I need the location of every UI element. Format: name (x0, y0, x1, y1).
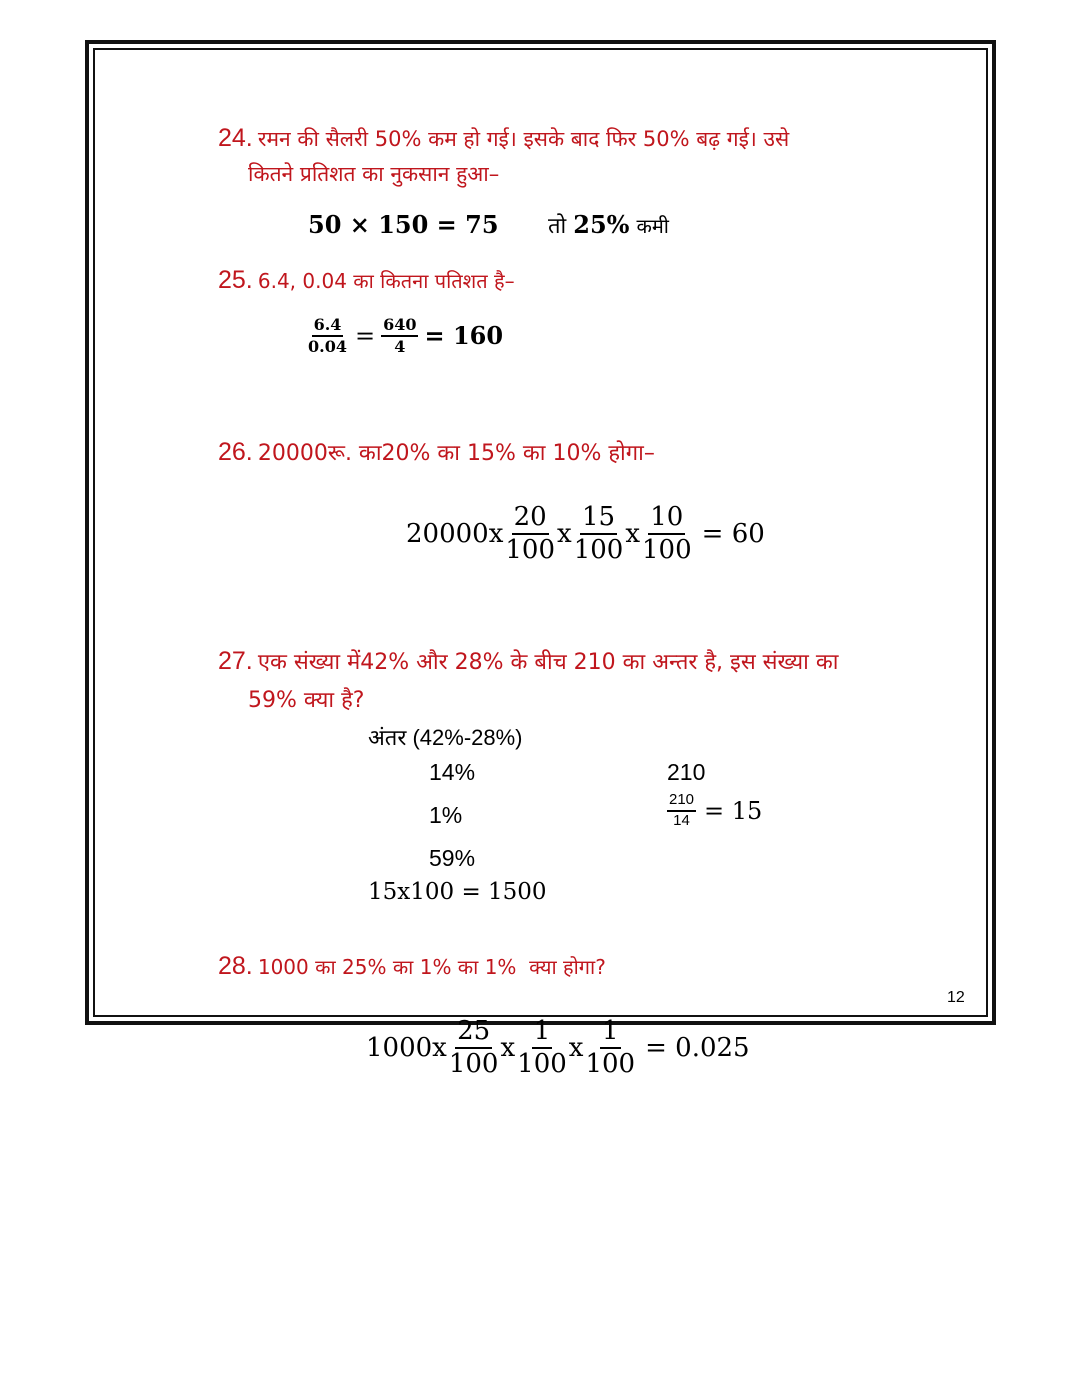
fraction-denominator: 100 (505, 534, 556, 565)
fraction-denominator: 100 (573, 534, 624, 565)
q27-final: 15x100 = 1500 (368, 879, 547, 905)
q28-calculation (366, 1017, 750, 1078)
times-sign: x (568, 1032, 584, 1063)
fraction-numerator: 6.4 (312, 316, 344, 337)
question-text: 1000 का 25% का 1% का 1% क्या होगा? (257, 955, 606, 979)
q27-row1-left: 14% (429, 759, 476, 785)
page-number: 12 (947, 989, 965, 1006)
fraction-denominator: 0.04 (308, 336, 347, 356)
fraction-numerator: 15 (580, 503, 617, 535)
q25-fraction-1 (306, 316, 349, 355)
q26-fraction-1 (503, 503, 557, 564)
question-number: 26. (218, 438, 253, 466)
question-27 (218, 646, 838, 676)
q26-calculation (406, 503, 765, 564)
q24-calculation: 50 × 150 = 75 (308, 210, 499, 239)
fraction-denominator: 100 (448, 1048, 499, 1079)
q28-fraction-2 (515, 1017, 569, 1078)
fraction-numerator: 640 (381, 316, 418, 337)
question-number: 28. (218, 952, 253, 980)
q27-row1-right: 210 (667, 759, 706, 785)
q26-fraction-2 (572, 503, 626, 564)
times-sign: x (557, 518, 572, 549)
fraction-numerator: 1 (600, 1017, 621, 1049)
equals-sign: = (354, 321, 376, 350)
question-25 (218, 266, 515, 295)
question-26 (218, 437, 655, 467)
question-24-line2: कितने प्रतिशत का नुकसान हुआ– (248, 162, 500, 186)
question-number: 24. (218, 124, 253, 152)
q27-difference-label: अंतर (42%-28%) (368, 725, 523, 750)
times-sign: x (500, 1032, 516, 1063)
q24-answer-value: 25% (573, 210, 630, 239)
q26-fraction-3 (640, 503, 694, 564)
q27-row2-left: 1% (429, 802, 463, 828)
fraction-denominator: 100 (585, 1048, 636, 1079)
q24-answer (548, 210, 669, 240)
q24-answer-prefix: तो (548, 214, 567, 239)
q25-result: = 160 (424, 321, 504, 351)
question-number: 25. (218, 266, 253, 294)
q28-result: = 0.025 (645, 1032, 750, 1063)
q26-lead: 20000x (406, 518, 504, 549)
fraction-numerator: 25 (455, 1017, 492, 1049)
q27-fraction (667, 792, 696, 829)
q27-row3-left: 59% (429, 845, 476, 871)
fraction-denominator: 14 (673, 811, 690, 829)
question-number: 27. (218, 647, 253, 675)
fraction-denominator: 4 (394, 336, 406, 356)
q27-row2-right (667, 792, 762, 829)
q27-row2-result: = 15 (704, 796, 763, 825)
fraction-numerator: 10 (648, 503, 685, 535)
question-text-line1: एक संख्या में42% और 28% के बीच 210 का अन्तर है, इस संख्या का (257, 650, 839, 675)
fraction-numerator: 210 (667, 792, 696, 812)
q28-fraction-1 (447, 1017, 501, 1078)
q26-result: = 60 (701, 518, 765, 549)
question-text: 6.4, 0.04 का कितना पतिशत है– (257, 269, 515, 293)
times-sign: x (625, 518, 640, 549)
question-24 (218, 124, 789, 153)
question-text: 20000रू. का20% का 15% का 10% होगा– (257, 441, 655, 466)
q25-fraction-2 (381, 316, 418, 355)
fraction-numerator: 20 (512, 503, 549, 535)
fraction-denominator: 100 (517, 1048, 567, 1079)
q24-answer-suffix: कमी (636, 214, 669, 238)
question-text-line1: रमन की सैलरी 50% कम हो गई। इसके बाद फिर 50% बढ़ गई। उसे (257, 127, 790, 151)
q25-calculation (306, 316, 503, 355)
fraction-numerator: 1 (532, 1017, 553, 1049)
q28-fraction-3 (583, 1017, 637, 1078)
q28-lead: 1000x (366, 1032, 447, 1063)
question-28 (218, 952, 606, 981)
fraction-denominator: 100 (642, 534, 692, 565)
question-27-line2: 59% क्या है? (248, 688, 365, 713)
